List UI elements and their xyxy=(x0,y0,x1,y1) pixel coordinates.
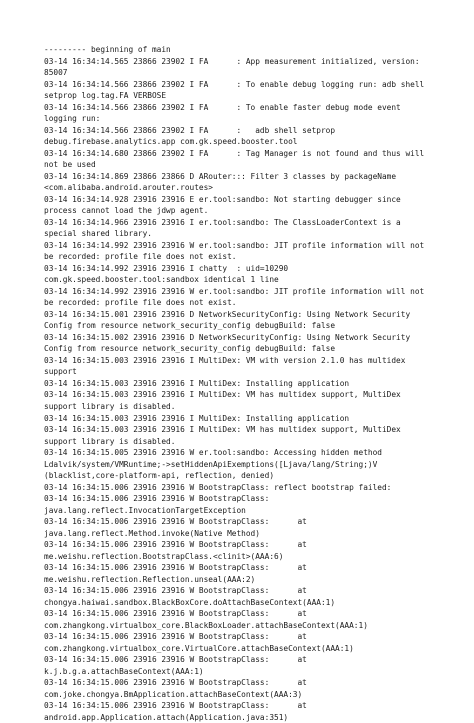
log-line: me.weishu.reflection.Reflection.unseal(AAA:2) xyxy=(44,574,256,584)
log-line: support library is disabled. xyxy=(44,401,176,411)
log-line: logging run: xyxy=(44,114,101,124)
log-line: com.gk.speed.booster.tool:sandbox identical 1 line xyxy=(44,275,279,285)
log-line: java.lang.reflect.Method.invoke(Native Method) xyxy=(44,528,260,538)
log-line: 03-14 16:34:15.006 23916 23916 W BootstrapClass: at xyxy=(44,701,307,711)
log-view xyxy=(44,44,456,723)
log-line: 03-14 16:34:15.006 23916 23916 W BootstrapClass: at xyxy=(44,563,307,573)
log-line: 03-14 16:34:14.992 23916 23916 I chatty : uid=10290 xyxy=(44,263,289,273)
log-line: 03-14 16:34:14.566 23866 23902 I FA : To enable debug logging run: adb shell xyxy=(44,79,425,89)
log-line: process cannot load the jdwp agent. xyxy=(44,206,209,216)
log-line: k.j.b.g.a.attachBaseContext(AAA:1) xyxy=(44,666,204,676)
log-line: com.zhangkong.virtualbox_core.BlackBoxLoader.attachBaseContext(AAA:1) xyxy=(44,620,368,630)
log-line: chongya.haiwai.sandbox.BlackBoxCore.doAttachBaseContext(AAA:1) xyxy=(44,597,336,607)
log-line: 03-14 16:34:15.006 23916 23916 W BootstrapClass: xyxy=(44,494,270,504)
log-line: 03-14 16:34:15.003 23916 23916 I MultiDex: VM with version 2.1.0 has multidex xyxy=(44,355,406,365)
log-line: be recorded: profile file does not exist. xyxy=(44,298,237,308)
log-line: 85007 xyxy=(44,68,68,78)
log-line: 03-14 16:34:14.869 23866 23866 D ARouter::: Filter 3 classes by packageName xyxy=(44,171,397,181)
log-line: 03-14 16:34:15.006 23916 23916 W BootstrapClass: reflect bootstrap failed: xyxy=(44,482,392,492)
log-line: Ldalvik/system/VMRuntime;->setHiddenApiExemptions([Ljava/lang/String;)V xyxy=(44,459,378,469)
log-line: 03-14 16:34:14.992 23916 23916 W er.tool:sandbo: JIT profile information will not xyxy=(44,286,425,296)
log-line: com.zhangkong.virtualbox_core.VirtualCore.attachBaseContext(AAA:1) xyxy=(44,643,354,653)
log-line: 03-14 16:34:15.003 23916 23916 I MultiDex: Installing application xyxy=(44,378,350,388)
log-line: <com.alibaba.android.arouter.routes> xyxy=(44,183,213,193)
log-line: support library is disabled. xyxy=(44,436,176,446)
log-line: 03-14 16:34:15.006 23916 23916 W BootstrapClass: at xyxy=(44,678,307,688)
log-line: 03-14 16:34:14.966 23916 23916 I er.tool:sandbo: The ClassLoaderContext is a xyxy=(44,217,401,227)
log-line: me.weishu.reflection.BootstrapClass.<clinit>(AAA:6) xyxy=(44,551,284,561)
log-line: 03-14 16:34:15.006 23916 23916 W BootstrapClass: at xyxy=(44,540,307,550)
log-line: Config from resource network_security_config debugBuild: false xyxy=(44,344,336,354)
log-line: 03-14 16:34:15.003 23916 23916 I MultiDex: VM has multidex support, MultiDex xyxy=(44,390,401,400)
log-line: 03-14 16:34:15.002 23916 23916 D NetworkSecurityConfig: Using Network Security xyxy=(44,332,411,342)
log-line: be recorded: profile file does not exist. xyxy=(44,252,237,262)
log-line: java.lang.reflect.InvocationTargetException xyxy=(44,505,246,515)
log-line: 03-14 16:34:15.006 23916 23916 W BootstrapClass: at xyxy=(44,517,307,527)
log-line: android.app.Application.attach(Application.java:351) xyxy=(44,712,289,722)
log-line: com.joke.chongya.BmApplication.attachBaseContext(AAA:3) xyxy=(44,689,303,699)
log-line: 03-14 16:34:14.566 23866 23902 I FA : To enable faster debug mode event xyxy=(44,102,401,112)
log-line: special shared library. xyxy=(44,229,152,239)
log-line: 03-14 16:34:15.003 23916 23916 I MultiDex: VM has multidex support, MultiDex xyxy=(44,425,401,435)
log-line: 03-14 16:34:15.005 23916 23916 W er.tool:sandbo: Accessing hidden method xyxy=(44,448,382,458)
log-line: 03-14 16:34:14.680 23866 23902 I FA : Tag Manager is not found and thus will xyxy=(44,148,425,158)
log-line: setprop log.tag.FA VERBOSE xyxy=(44,91,167,101)
log-line: 03-14 16:34:15.006 23916 23916 W BootstrapClass: at xyxy=(44,632,307,642)
log-line: 03-14 16:34:14.928 23916 23916 E er.tool:sandbo: Not starting debugger since xyxy=(44,194,401,204)
log-line: --------- beginning of main xyxy=(44,45,171,54)
log-line: support xyxy=(44,367,77,377)
log-line: (blacklist,core-platform-api, reflection, denied) xyxy=(44,471,275,481)
log-line: 03-14 16:34:14.565 23866 23902 I FA : App measurement initialized, version: xyxy=(44,56,420,66)
log-line: 03-14 16:34:14.566 23866 23902 I FA : adb shell setprop xyxy=(44,125,336,135)
log-line: not be used xyxy=(44,160,96,170)
log-line: 03-14 16:34:15.003 23916 23916 I MultiDex: Installing application xyxy=(44,413,350,423)
log-line: Config from resource network_security_config debugBuild: false xyxy=(44,321,336,331)
log-line: 03-14 16:34:15.006 23916 23916 W BootstrapClass: at xyxy=(44,586,307,596)
log-line: 03-14 16:34:15.001 23916 23916 D NetworkSecurityConfig: Using Network Security xyxy=(44,309,411,319)
log-line: debug.firebase.analytics.app com.gk.speed.booster.tool xyxy=(44,137,298,147)
log-line: 03-14 16:34:15.006 23916 23916 W BootstrapClass: at xyxy=(44,655,307,665)
log-line: 03-14 16:34:14.992 23916 23916 W er.tool:sandbo: JIT profile information will not xyxy=(44,240,425,250)
log-line: 03-14 16:34:15.006 23916 23916 W BootstrapClass: at xyxy=(44,609,307,619)
